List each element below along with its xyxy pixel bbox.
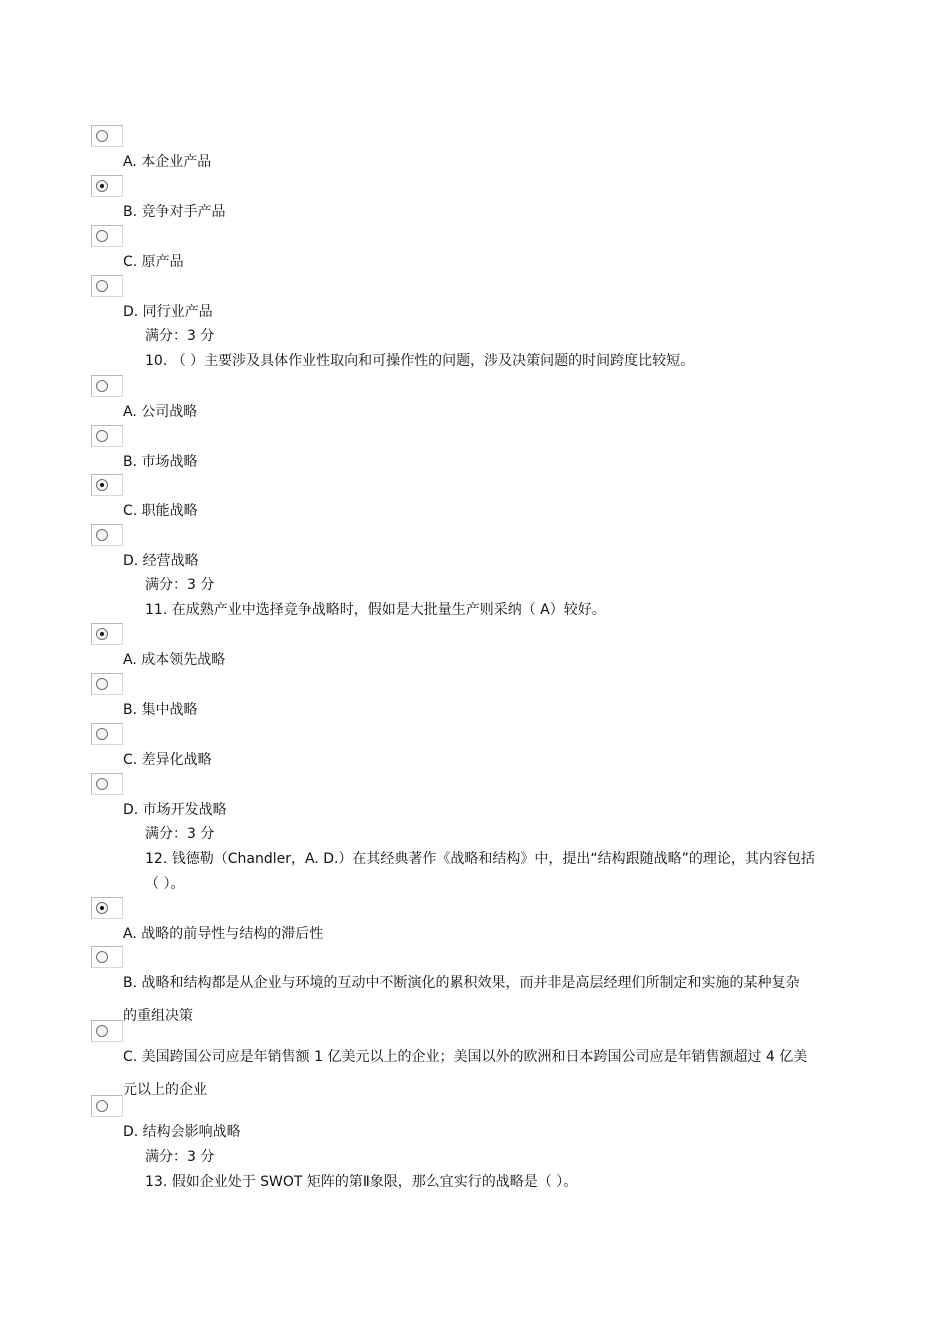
radio-dot-icon [100, 906, 104, 910]
radio-unselected-icon [96, 951, 108, 963]
radio-button[interactable] [91, 897, 123, 919]
radio-unselected-icon [96, 380, 108, 392]
radio-selected-icon [96, 479, 108, 491]
question-text: 10. （ ）主要涉及具体作业性取向和可操作性的问题，涉及决策问题的时间跨度比较短。 [145, 353, 695, 369]
radio-dot-icon [100, 632, 104, 636]
option-label: B. 竞争对手产品 [123, 204, 226, 220]
radio-button[interactable] [91, 1095, 123, 1117]
radio-selected-icon [96, 180, 108, 192]
radio-button[interactable] [91, 773, 123, 795]
option-label: D. 同行业产品 [123, 304, 213, 320]
option-label: D. 市场开发战略 [123, 802, 227, 818]
radio-button[interactable] [91, 623, 123, 645]
score-label: 满分：3 分 [145, 1149, 215, 1165]
option-label: A. 战略的前导性与结构的滞后性 [123, 926, 324, 942]
option-label: B. 市场战略 [123, 454, 198, 470]
radio-button[interactable] [91, 474, 123, 496]
option-label: A. 本企业产品 [123, 154, 212, 170]
option-label: D. 结构会影响战略 [123, 1124, 241, 1140]
radio-button[interactable] [91, 946, 123, 968]
radio-selected-icon [96, 628, 108, 640]
option-label: C. 差异化战略 [123, 752, 212, 768]
radio-unselected-icon [96, 1025, 108, 1037]
radio-button[interactable] [91, 1020, 123, 1042]
radio-button[interactable] [91, 723, 123, 745]
score-label: 满分：3 分 [145, 826, 215, 842]
option-label: C. 原产品 [123, 254, 184, 270]
score-label: 满分：3 分 [145, 577, 215, 593]
question-text: 11. 在成熟产业中选择竞争战略时，假如是大批量生产则采纳（ A）较好。 [145, 602, 606, 618]
radio-button[interactable] [91, 524, 123, 546]
score-label: 满分：3 分 [145, 328, 215, 344]
option-label: B. 战略和结构都是从企业与环境的互动中不断演化的累积效果，而并非是高层经理们所制定和实施的某种复杂的重组决策 [123, 975, 800, 1024]
radio-button[interactable] [91, 225, 123, 247]
radio-unselected-icon [96, 1100, 108, 1112]
radio-unselected-icon [96, 778, 108, 790]
radio-button[interactable] [91, 175, 123, 197]
option-label: B. 集中战略 [123, 702, 198, 718]
radio-unselected-icon [96, 678, 108, 690]
question-text: 12. 钱德勒（Chandler，A. D.）在其经典著作《战略和结构》中，提出“结构跟随战略”的理论，其内容包括（ ）。 [145, 851, 815, 892]
radio-button[interactable] [91, 375, 123, 397]
option-label: A. 成本领先战略 [123, 652, 226, 668]
option-label: D. 经营战略 [123, 553, 199, 569]
radio-unselected-icon [96, 280, 108, 292]
radio-unselected-icon [96, 529, 108, 541]
radio-button[interactable] [91, 125, 123, 147]
radio-dot-icon [100, 184, 104, 188]
radio-unselected-icon [96, 430, 108, 442]
option-label: A. 公司战略 [123, 404, 198, 420]
radio-button[interactable] [91, 425, 123, 447]
question-text: 13. 假如企业处于 SWOT 矩阵的第Ⅱ象限，那么宜实行的战略是（ ）。 [145, 1174, 578, 1190]
option-label: C. 职能战略 [123, 503, 198, 519]
radio-selected-icon [96, 902, 108, 914]
radio-unselected-icon [96, 130, 108, 142]
radio-unselected-icon [96, 230, 108, 242]
radio-button[interactable] [91, 673, 123, 695]
radio-dot-icon [100, 483, 104, 487]
radio-unselected-icon [96, 728, 108, 740]
option-label: C. 美国跨国公司应是年销售额 1 亿美元以上的企业；美国以外的欧洲和日本跨国公司应是年销售额超过 4 亿美元以上的企业 [123, 1049, 808, 1098]
radio-button[interactable] [91, 275, 123, 297]
